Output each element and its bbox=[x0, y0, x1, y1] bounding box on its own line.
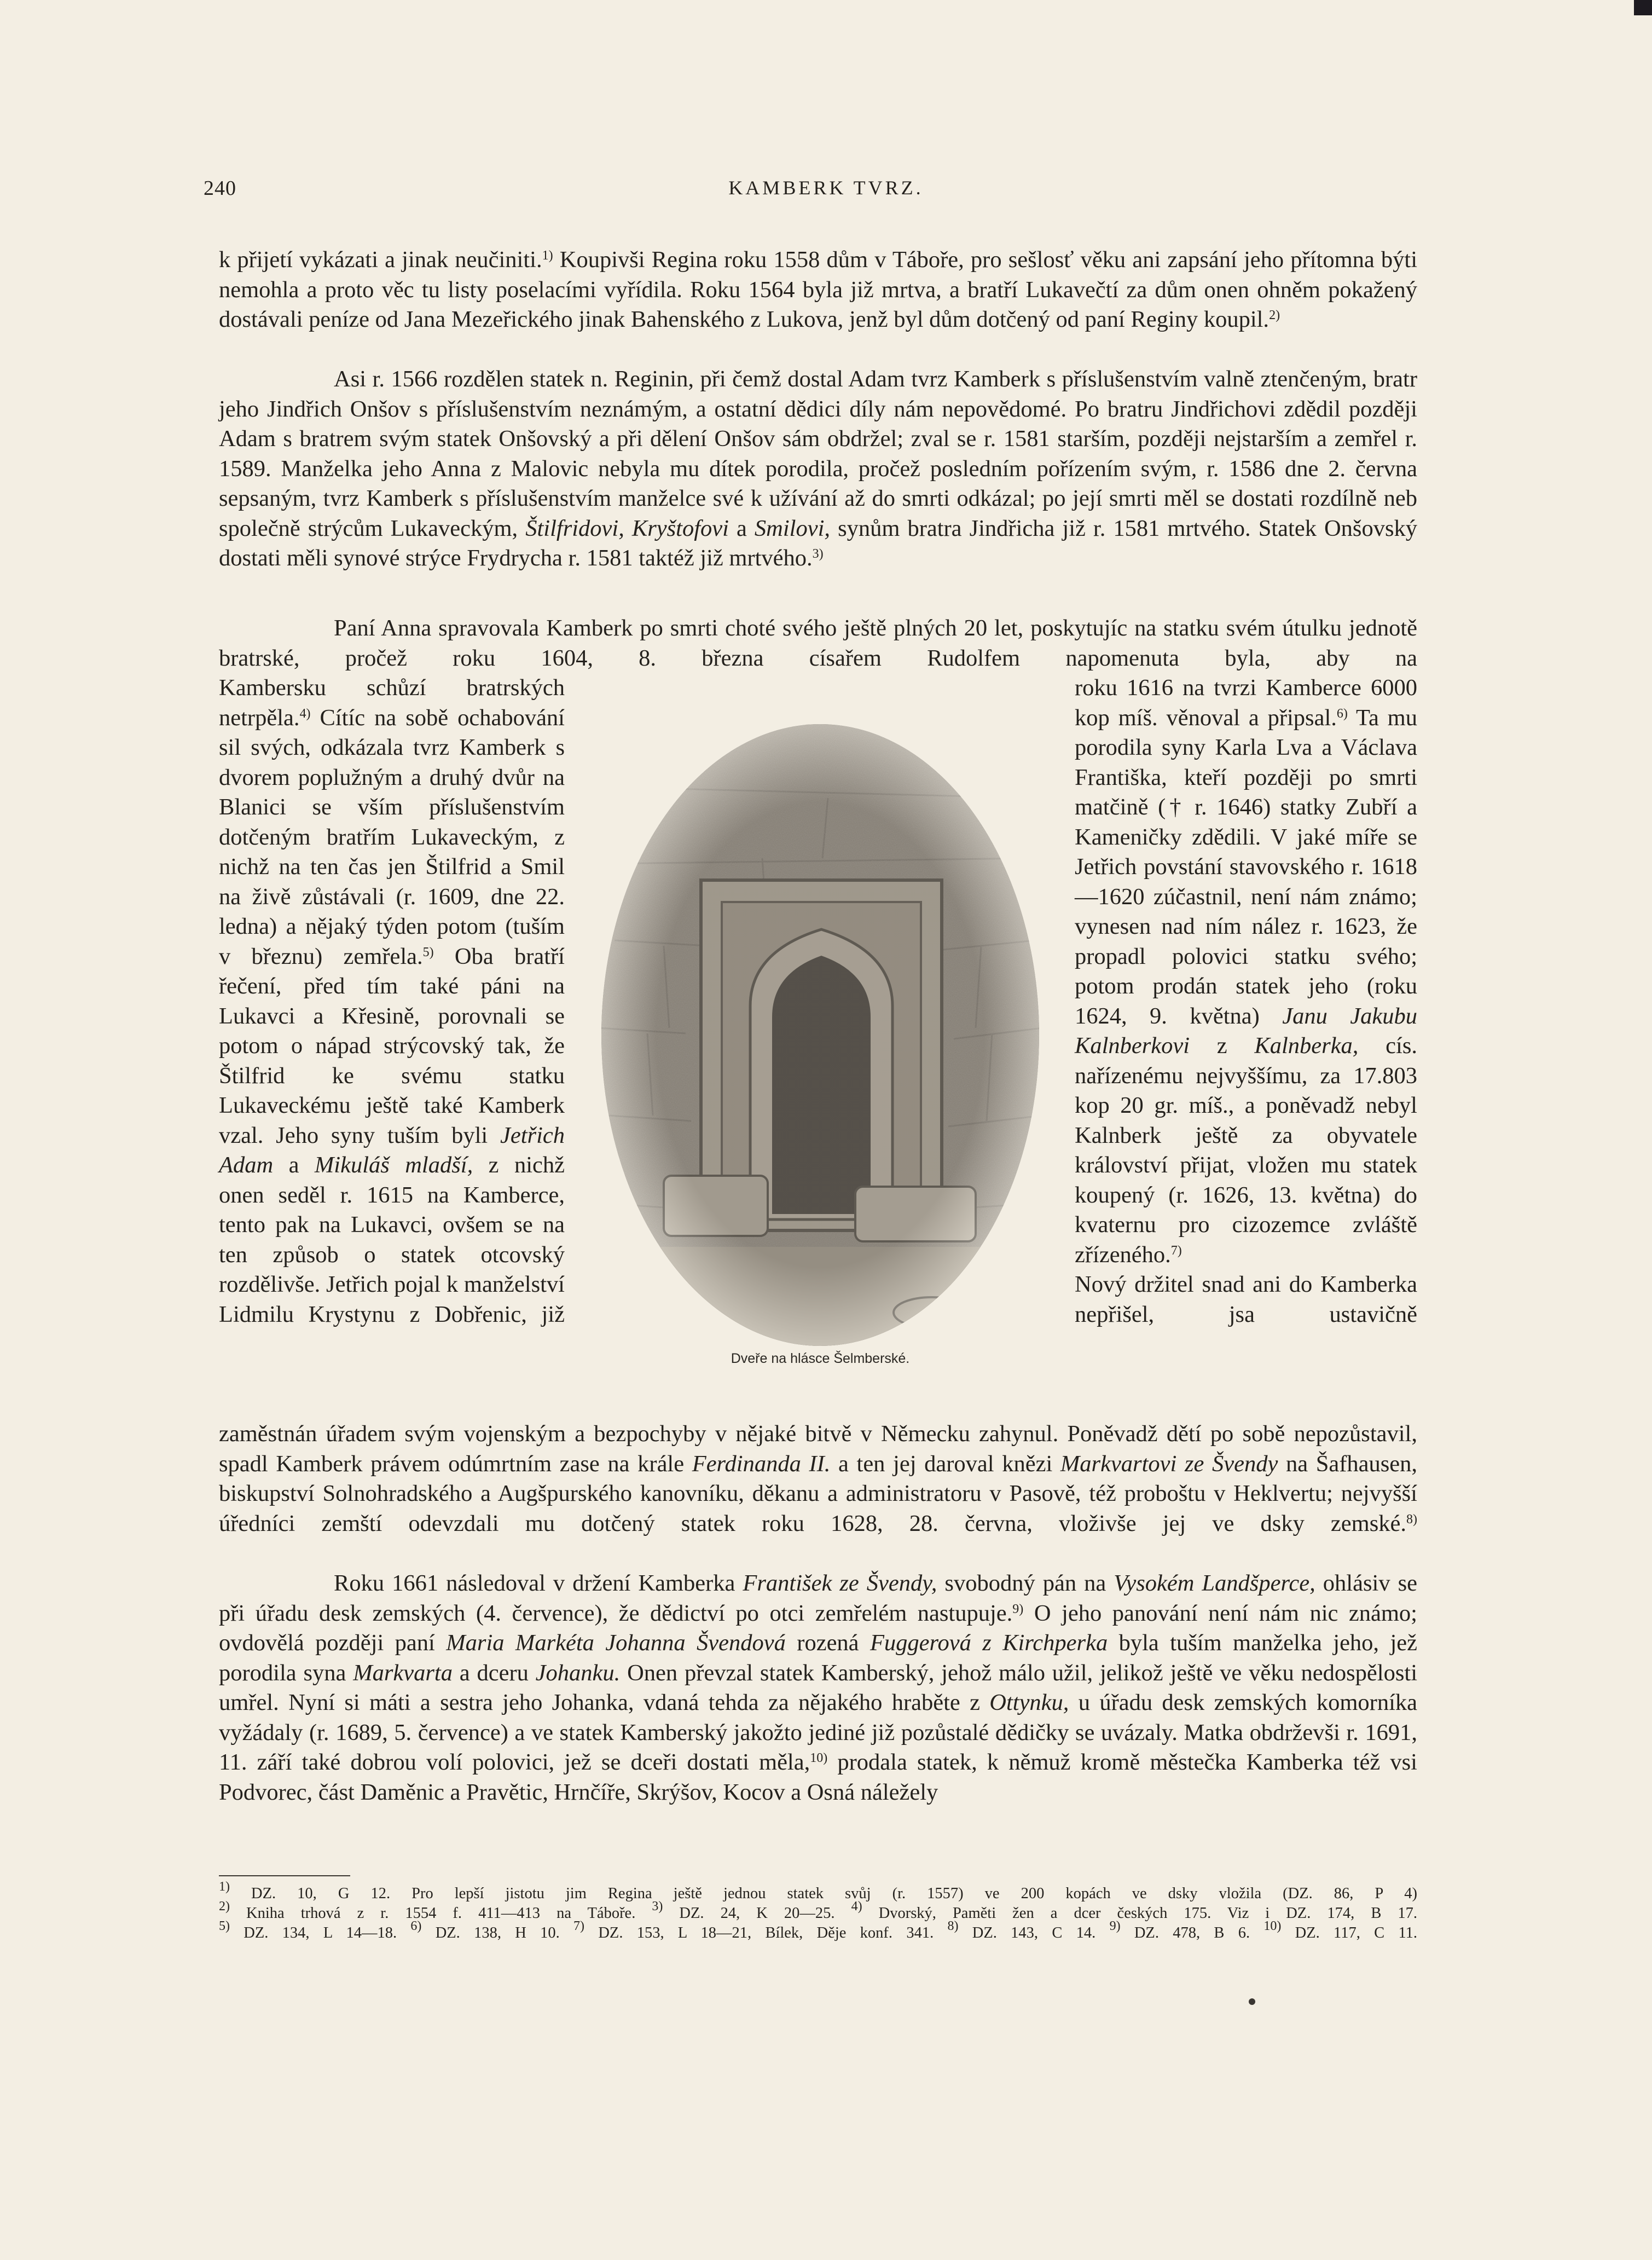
paragraph-4: zaměstnán úřadem svým vojenským a bezpochyby v nějaké bitvě v Německu zahynul. Poněvadž dětí po sobě nepozůstavil, spadl Kamberk právem odúmrtním zase na krále Ferdinanda II. a ten jej daroval knězi Markvartovi ze Švendy na Šafhausen, biskupství Solnohradského a Augšpurského kanovníku, děkanu a administratoru v Pasově, též proboštu v Heklvertu; nejvyšší úředníci zemští odevzdali mu dotčený statek roku 1628, 28. června, vloživše jej ve dsky zemské.$^{8)}$ bbox=[219, 1421, 1417, 1536]
figure-caption: Dveře na hlásce Šelmberské. bbox=[731, 1351, 910, 1366]
footnote-ref-6[interactable]: 6) bbox=[1336, 706, 1348, 721]
page-number: 240 bbox=[204, 177, 236, 200]
left-column-text: Kambersku schůzí bratrských netrpěla.$^{4)}$ Cítíc na sobě ochabování sil svých, odkázala tvrz Kamberk s dvorem poplužným a druhý dvůr na Blanici se vším příslušenstvím dotčeným bratřím Lukaveckým, z nichž na ten čas jen Štilfrid a Smil na živě zůstávali (r. 1609, dne 22. ledna) a nějaký týden potom (tuším v březnu) zemřela.$^{5)}$ Oba bratří řečení, před tím také páni na Lukavci a Křesině, porovnali se potom o nápad strýcovský tak, že Štilfrid ke svému statku Lukaveckému ještě také Kamberk vzal. Jeho syny tuším byli Jetřich Adam a Mikuláš mladší, z nichž onen seděl r. 1615 na Kamberce, tento pak na Lukavci, ovšem se na ten způsob o statek otcovský rozdělivše. Jetřich pojal k manželství Lidmilu Krystynu z Dobřenic, již bbox=[219, 675, 565, 1327]
footnote-line-3: $^{5)}$ DZ. 134, L 14—18. $^{6)}$ DZ. 138, H 10. $^{7)}$ DZ. 153, L 18—21, Bílek, Děje konf. 341. $^{8)}$ DZ. 143, C 14. $^{9)}$ DZ. 478, B 6. $^{10)}$ DZ. 117, C 11. bbox=[219, 1919, 1418, 1941]
paragraph-3: Paní Anna spravovala Kamberk po smrti choté svého ještě plných 20 let, poskytujíc na statku svém útulku jednotě bratrské, pročež roku 1604, 8. března císařem Rudolfem napomenuta byla, aby na bbox=[219, 615, 1417, 671]
door-illustration bbox=[598, 721, 1042, 1349]
footnote-ref-8[interactable]: 8) bbox=[1406, 1512, 1417, 1527]
paragraph-1: k přijetí vykázati a jinak neučiniti.$^{1)}$ Koupivši Regina roku 1558 dům v Táboře, pro sešlosť věku ani zapsání jeho přítomna býti nemohla a proto věc tu listy poselacími vyřídila. Roku 1564 byla již mrtva, a bratří Lukavečtí za dům onen ohněm pokažený dostávali peníze od Jana Mezeřického jinak Bahenského z Lukova, jenž byl dům dotčený od paní Reginy koupil.$^{2)}$ bbox=[219, 247, 1418, 332]
paragraph-2: Asi r. 1566 rozdělen statek n. Reginin, při čemž dostal Adam tvrz Kamberk s příslušenstvím valně ztenčeným, bratr jeho Jindřich Onšov s příslušenstvím neznámým, a ostatní dědici díly nám nepovědomé. Po bratru Jindřichovi zdědil později Adam s bratrem svým statek Onšovský a při dělení Onšov sám obdržel; zval se r. 1581 starším, později nejstarším a zemřel r. 1589. Manželka jeho Anna z Malovic nebyla mu dítek porodila, pročež posledním pořízením svým, r. 1586 dne 2. června sepsaným, tvrz Kamberk s příslušenstvím manželce své k užívání až do smrti odkázal; po její smrti měl se dostati rozdílně neb společně strýcům Lukaveckým, Štilfridovi, Kryštofovi a Smilovi, synům bratra Jindřicha již r. 1581 mrtvého. Statek Onšovský dostati měli synové strýce Frydrycha r. 1581 taktéž již mrtvého.$^{3)}$ bbox=[219, 366, 1418, 571]
footnote-ref-1[interactable]: 1) bbox=[542, 248, 553, 263]
footnote-ref-5[interactable]: 5) bbox=[422, 945, 434, 960]
footnote-ref-3[interactable]: 3) bbox=[812, 547, 824, 561]
scan-corner-mark bbox=[1634, 0, 1652, 15]
footnote-ref-4[interactable]: 4) bbox=[299, 706, 311, 721]
paragraph-5: Roku 1661 následoval v držení Kamberka František ze Švendy, svobodný pán na Vysokém Landšperce, ohlásiv se při úřadu desk zemských (4. července), že dědictví po otci zemřelém nastupuje.$^{9)}$ O jeho panování není nám nic známo; ovdovělá později paní Maria Markéta Johanna Švendová rozená Fuggerová z Kirchperka byla tuším manželka jeho, jež porodila syna Markvarta a dceru Johanku. Onen převzal statek Kamberský, jehož málo užil, jelikož ještě ve věku nedospělosti umřel. Nyní si máti a sestra jeho Johanka, vdaná tehda za nějakého hraběte z Ottynku, u úřadu desk zemských komorníka vyžádaly (r. 1689, 5. července) a ve statek Kamberský jakožto jediné již pozůstalé dědičky se uvázaly. Matka obdrževši r. 1691, 11. září také dobrou volí polovici, jež se dceři dostati měla,$^{10)}$ prodala statek, k němuž kromě městečka Kamberka též vsi Podvorec, část Daměnic a Pravětic, Hrnčíře, Skrýšov, Kocov a Osná náležely bbox=[219, 1570, 1418, 1805]
footnote-ref-10[interactable]: 10) bbox=[810, 1751, 828, 1765]
footnote-ref-7[interactable]: 7) bbox=[1170, 1243, 1182, 1258]
footnote-ref-2[interactable]: 2) bbox=[1269, 308, 1280, 322]
footnote-divider bbox=[219, 1875, 350, 1876]
ink-speck bbox=[1249, 1998, 1255, 2005]
right-column-text: roku 1616 na tvrzi Kamberce 6000 kop míš. věnoval a připsal.$^{6)}$ Ta mu porodila syny Karla Lva a Václava Františka, kteří později po smrti matčině († r. 1646) statky Zubří a Kameničky zdědili. V jaké míře se Jetřich povstání stavovského r. 1618—1620 zúčastnil, není nám známo; vynesen nad ním nález r. 1623, že propadl polovici statku svého; potom prodán statek jeho (roku 1624, 9. května) Janu Jakubu Kalnberkovi z Kalnberka, cís. nařízenému nejvyššímu, za 17.803 kop 20 gr. míš., a poněvadž nebyl Kalnberk ještě za obyvatele království přijat, vložen mu statek koupený (r. 1626, 13. května) do kvaternu pro cizozemce zvláště zřízeného.$^{7)}$ Nový držitel snad ani do Kamberka nepřišel, jsa ustavičně bbox=[1075, 675, 1417, 1327]
footnote-ref-9[interactable]: 9) bbox=[1012, 1602, 1024, 1616]
footnote-line-2: $^{2)}$ Kniha trhová z r. 1554 f. 411—413 na Táboře. $^{3)}$ DZ. 24, K 20—25. $^{4)}$ Dvorský, Paměti žen a dcer českých 175. Viz i DZ. 174, B 17. bbox=[219, 1899, 1417, 1922]
running-title: KAMBERK TVRZ. bbox=[728, 177, 924, 199]
footnote-line-1: $^{1)}$ DZ. 10, G 12. Pro lepší jistotu jim Regina ještě jednou statek svůj (r. 1557) ve 200 kopách ve dsky vložila (DZ. 86, P 4) bbox=[219, 1880, 1417, 1902]
